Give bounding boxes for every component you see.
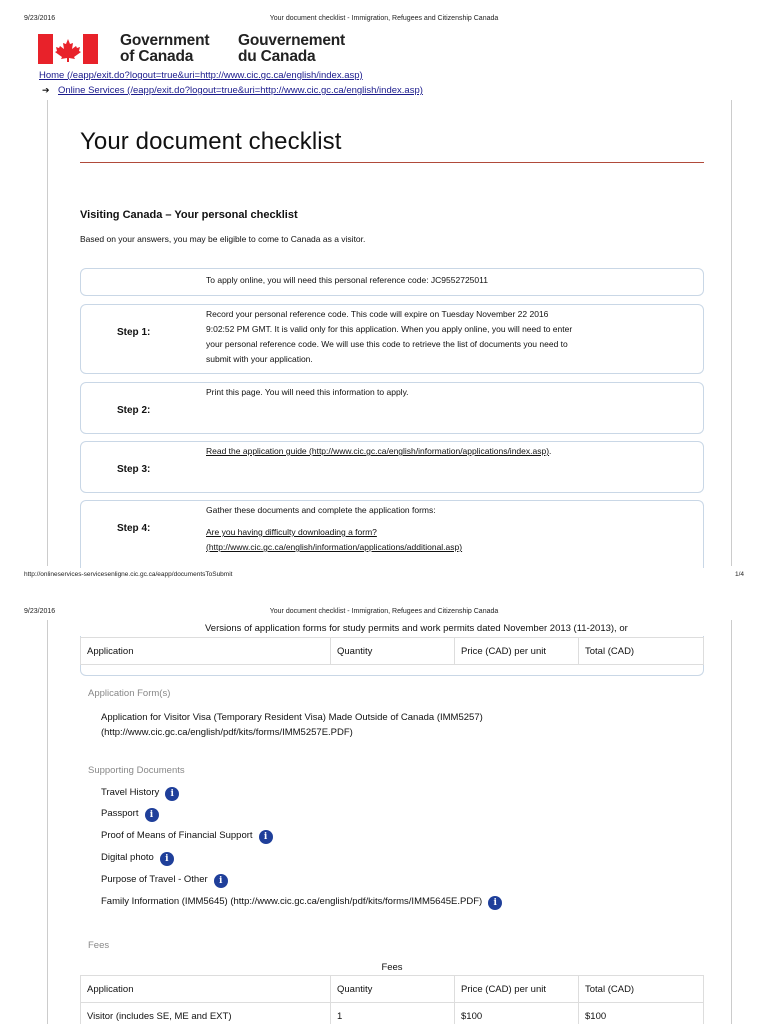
intro-text: Based on your answers, you may be eligible to come to Canada as a visitor. [80,234,366,244]
table-header: Price (CAD) per unit [455,976,579,1003]
document-item: Proof of Means of Financial Support i [101,830,273,844]
download-help-url-link[interactable]: (http://www.cic.gc.ca/english/information/applications/additional.asp) [206,542,463,552]
print-title: Your document checklist - Immigration, Refugees and Citizenship Canada [269,608,499,615]
title-rule [80,162,704,163]
canada-flag-icon [38,34,98,64]
step-4-text: Gather these documents and complete the application forms: Are you having difficulty downloading a form? (http://www.cic.gc.ca/english/information/applications/additional.asp) [206,505,463,552]
application-form-item[interactable]: Application for Visitor Visa (Temporary Resident Visa) Made Outside of Canada (IMM5257) (http://www.cic.gc.ca/english/pdf/kits/forms/IMM5257E.PDF) [101,712,483,738]
application-table [80,637,704,665]
step-4-label: Step 4: [117,523,151,534]
print-date: 9/23/2016 [24,608,56,615]
breadcrumb-home-link[interactable]: Home (/eapp/exit.do?logout=true&uri=http://www.cic.gc.ca/english/index.asp) [39,70,363,81]
reference-code-text: To apply online, you will need this personal reference code: JC9552725011 [206,275,488,285]
table-header: Total (CAD) [579,638,704,665]
step-3-label: Step 3: [117,464,151,475]
panel-left-edge [47,620,48,1024]
document-item: Family Information (IMM5645) (http://www.cic.gc.ca/english/pdf/kits/forms/IMM5645E.PDF) i [101,896,502,910]
info-icon[interactable]: i [259,830,273,844]
fees-heading: Fees [88,940,110,951]
table-cell: $100 [579,1003,704,1024]
step-2-text: Print this page. You will need this information to apply. [206,387,409,397]
table-cell: Visitor (includes SE, ME and EXT) [81,1003,331,1024]
table-header-row [81,638,704,665]
table-header: Price (CAD) per unit [455,638,579,665]
page-number: 1/4 [734,571,744,578]
breadcrumb-online-services-link[interactable]: Online Services (/eapp/exit.do?logout=true&uri=http://www.cic.gc.ca/english/index.asp) [58,85,423,96]
table-header-row [81,976,704,1003]
fees-caption: Fees [381,962,403,973]
table-header: Quantity [331,638,455,665]
step-3-box [80,441,704,493]
fees-table [80,975,704,1024]
footer-url: http://onlineservices-servicesenligne.cic.gc.ca/eapp/documentsToSubmit [24,571,233,578]
forms-heading: Application Form(s) [88,688,171,699]
step-2-box [80,382,704,434]
government-fr: Gouvernement du Canada [238,32,345,65]
government-en: Government of Canada [120,32,210,65]
table-header: Quantity [331,976,455,1003]
print-footer [24,568,744,582]
document-item: Digital photo i [101,852,174,866]
document-item: Travel History i [101,787,179,801]
info-icon[interactable]: i [165,787,179,801]
info-icon[interactable]: i [145,808,159,822]
step-3-text: Read the application guide (http://www.cic.gc.ca/english/information/applications/index.asp). [206,446,552,456]
step-1-box [80,304,704,374]
forms-version-note: Versions of application forms for study permits and work permits dated November 2013 (11-2013), or [205,623,628,634]
document-item: Purpose of Travel - Other i [101,874,228,888]
download-help-link[interactable]: Are you having difficulty downloading a form? [206,527,377,537]
info-icon[interactable]: i [488,896,502,910]
info-icon[interactable]: i [214,874,228,888]
info-icon[interactable]: i [160,852,174,866]
document-item: Passport i [101,808,159,822]
arrow-right-icon: ➔ [42,85,50,95]
table-cell: $100 [455,1003,579,1024]
panel-right-edge [731,620,732,1024]
step-1-label: Step 1: [117,327,151,338]
print-date: 9/23/2016 [24,15,56,22]
supporting-documents-heading: Supporting Documents [88,765,185,776]
application-guide-link[interactable]: Read the application guide (http://www.cic.gc.ca/english/information/applications/index.asp) [206,446,550,456]
table-cell: 1 [331,1003,455,1024]
step-2-label: Step 2: [117,405,151,416]
page-title: Your document checklist [80,128,342,155]
step-1-text: Record your personal reference code. This code will expire on Tuesday November 22 2016 9:02:52 PM GMT. It is valid only for this application. When you apply online, you will need to enter your personal reference code. We will use this code to retrieve the list of documents you need to submit with your application. [206,309,573,364]
checklist-subheading: Visiting Canada – Your personal checklist [80,209,298,221]
table-header: Total (CAD) [579,976,704,1003]
panel-right-edge [731,100,732,566]
table-header: Application [81,976,331,1003]
reference-code-box [80,268,704,296]
print-title: Your document checklist - Immigration, Refugees and Citizenship Canada [269,15,499,22]
table-row [81,1003,704,1024]
table-header: Application [81,638,331,665]
panel-left-edge [47,100,48,566]
